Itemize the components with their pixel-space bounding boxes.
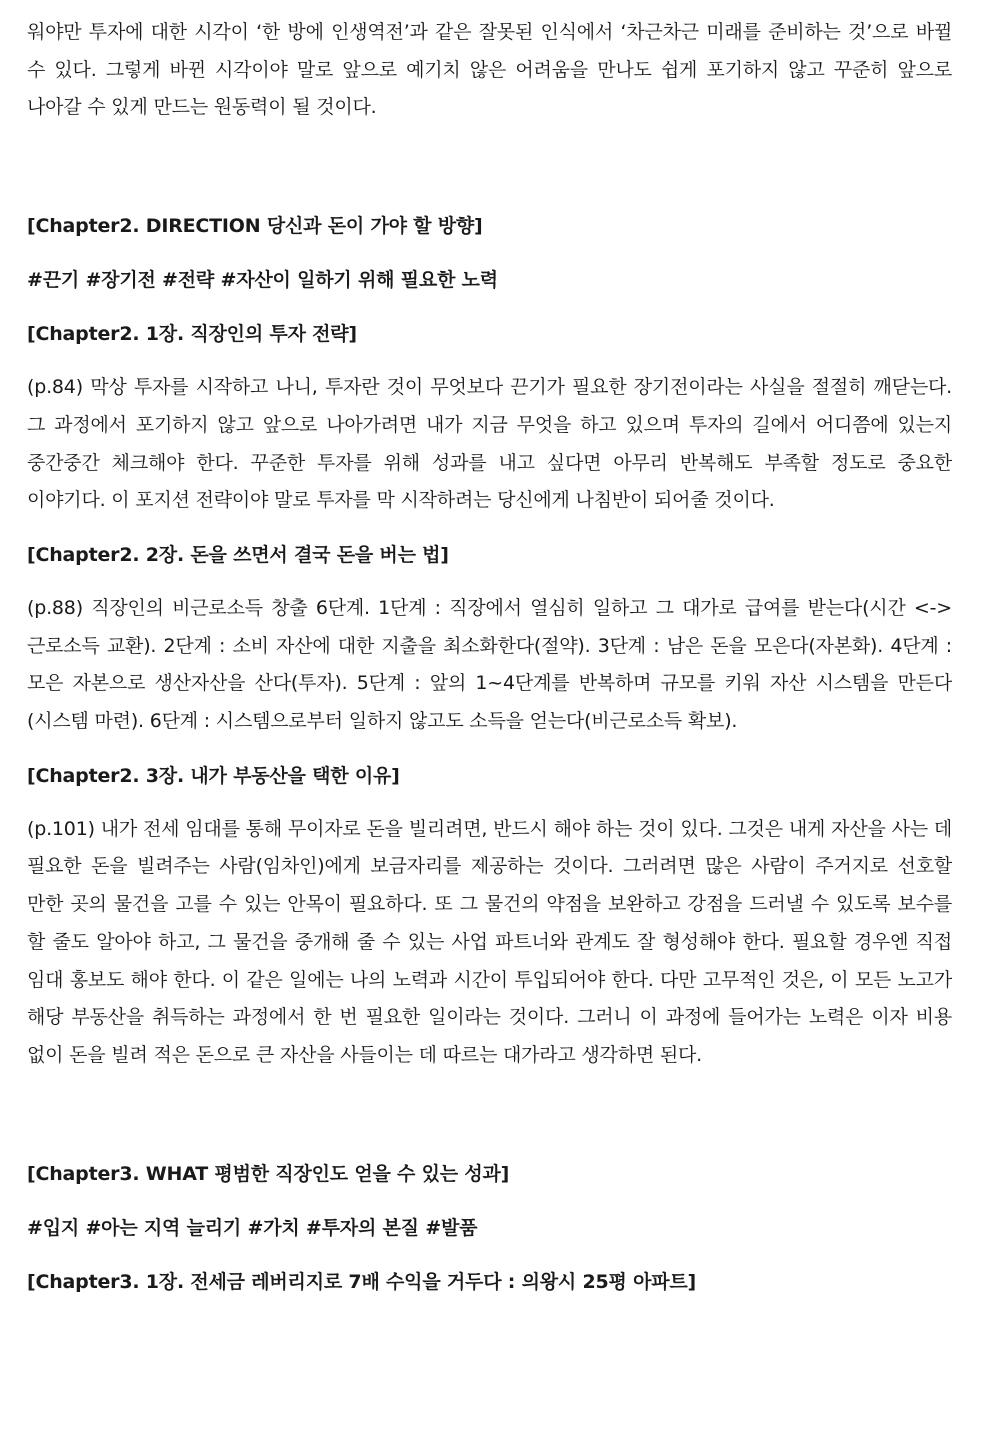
spacer xyxy=(27,1193,952,1209)
chapter2-section2-body: (p.88) 직장인의 비근로소득 창출 6단계. 1단계 : 직장에서 열심히 일하고 그 대가로 급여를 받는다(시간 <-> 근로소득 교환). 2단계 : 소비 자산에 대한 지출을 최소화한다(절약). 3단계 : 남은 돈을 모은다(자본화). 4단계 : 모은 자본으로 생산자산을 산다(투자). 5단계 : 앞의 1~4단계를 반복하며 규모를 키워 자산 시스템을 만든다(시스템 마련). 6단계 : 시스템으로부터 일하지 않고도 소득을 얻는다(비근로소득 확보). xyxy=(27,596,952,733)
spacer xyxy=(27,299,952,315)
document-body xyxy=(27,14,952,1301)
chapter2-section1-body: (p.84) 막상 투자를 시작하고 나니, 투자란 것이 무엇보다 끈기가 필요한 장기전이라는 사실을 절절히 깨닫는다. 그 과정에서 포기하지 않고 앞으로 나아가려면 내가 지금 무엇을 하고 있으며 투자의 길에서 어디쯤에 있는지 중간중간 체크해야 한다. 꾸준한 투자를 위해 성과를 내고 싶다면 아무리 반복해도 부족할 정도로 중요한 이야기다. 이 포지션 전략이야 말로 투자를 막 시작하려는 당신에게 나침반이 되어줄 것이다. xyxy=(27,376,952,512)
chapter2-section1-heading: [Chapter2. 1장. 직장인의 투자 전략] xyxy=(27,323,357,346)
spacer xyxy=(27,353,952,369)
chapter2-section2-heading: [Chapter2. 2장. 돈을 쓰면서 결국 돈을 버는 법] xyxy=(27,543,449,566)
spacer xyxy=(27,795,952,811)
chapter2-hashtags: #끈기 #장기전 #전략 #자산이 일하기 위해 필요한 노력 xyxy=(27,269,498,292)
chapter2-section3-body: (p.101) 내가 전세 임대를 통해 무이자로 돈을 빌리려면, 반드시 해야 하는 것이 있다. 그것은 내게 자산을 사는 데 필요한 돈을 빌려주는 사람(임차인)에게 보금자리를 제공하는 것이다. 그러려면 많은 사람이 주거지로 선호할 만한 곳의 물건을 고를 수 있는 안목이 필요하다. 또 그 물건의 약점을 보완하고 강점을 드러낼 수 있도록 보수를 할 줄도 알아야 하고, 그 물건을 중개해 줄 수 있는 사업 파트너와 관계도 잘 형성해야 한다. 필요할 경우엔 직접 임대 홍보도 해야 한다. 이 같은 일에는 나의 노력과 시간이 투입되어야 한다. 다만 고무적인 것은, 이 모든 노고가 해당 부동산을 취득하는 과정에서 한 번 필요한 일이라는 것이다. 그러니 이 과정에 들어가는 노력은 이자 비용 없이 돈을 빌려 적은 돈으로 큰 자산을 사들이는 데 따르는 대가라고 생각하면 된다. xyxy=(27,817,952,1066)
spacer xyxy=(27,1247,952,1263)
section-spacer xyxy=(27,127,952,207)
chapter2-title: [Chapter2. DIRECTION 당신과 돈이 가야 할 방향] xyxy=(27,215,483,238)
chapter3-section1-heading: [Chapter3. 1장. 전세금 레버리지로 7배 수익을 거두다 : 의왕시 25평 아파트] xyxy=(27,1270,697,1293)
chapter2-section3-heading: [Chapter2. 3장. 내가 부동산을 택한 이유] xyxy=(27,764,400,787)
spacer xyxy=(27,520,952,536)
spacer xyxy=(27,245,952,261)
intro-paragraph: 워야만 투자에 대한 시각이 ‘한 방에 인생역전’과 같은 잘못된 인식에서 ‘차근차근 미래를 준비하는 것’으로 바뀔 수 있다. 그렇게 바뀐 시각이야 말로 앞으로 예기치 않은 어려움을 만나도 쉽게 포기하지 않고 꾸준히 앞으로 나아갈 수 있게 만드는 원동력이 될 것이다. xyxy=(27,21,952,119)
spacer xyxy=(27,574,952,590)
chapter3-hashtags: #입지 #아는 지역 늘리기 #가치 #투자의 본질 #발품 xyxy=(27,1216,478,1239)
chapter3-title: [Chapter3. WHAT 평범한 직장인도 얻을 수 있는 성과] xyxy=(27,1162,510,1185)
spacer xyxy=(27,741,952,757)
section-spacer xyxy=(27,1075,952,1155)
